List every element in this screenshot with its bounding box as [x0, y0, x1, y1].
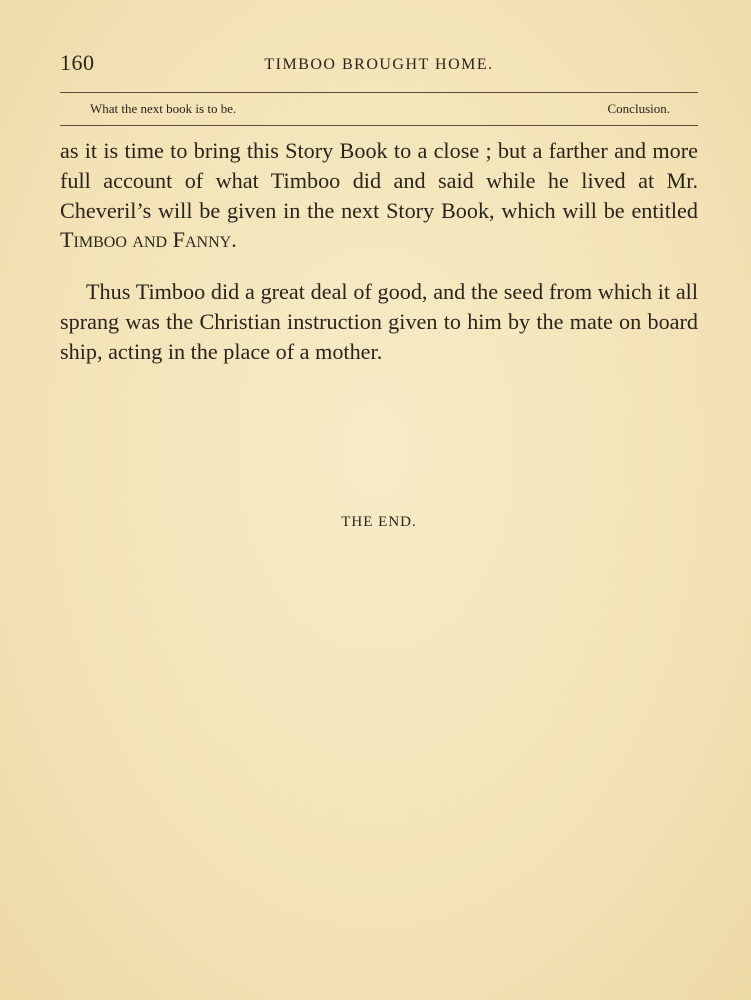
subhead-right: Conclusion. [607, 101, 670, 116]
the-end: THE END. [341, 514, 417, 530]
header-rule-bottom [60, 125, 698, 126]
page-number: 160 [60, 50, 95, 75]
next-book-title: Timboo and Fanny. [60, 227, 237, 253]
paragraph-1-text: as it is time to bring this Story Book to a close ; but a farther and more full account of what Timboo did and said while he lived at Mr. Cheveril’s will be given in the next Story Book, which will be entitled [60, 138, 698, 223]
paragraph-2: Thus Timboo did a great deal of good, and the seed from which it all sprang was the Christian instruction given to him by the mate on board ship, acting in the place of a mother. [60, 279, 698, 364]
running-head [60, 50, 698, 80]
running-title: TIMBOO BROUGHT HOME. [264, 56, 494, 73]
paragraph-1 [60, 136, 698, 255]
section-subhead [90, 101, 670, 119]
header-rule-top [60, 92, 698, 93]
book-page [60, 0, 698, 1000]
body-text [60, 136, 698, 367]
subhead-left: What the next book is to be. [90, 101, 237, 116]
